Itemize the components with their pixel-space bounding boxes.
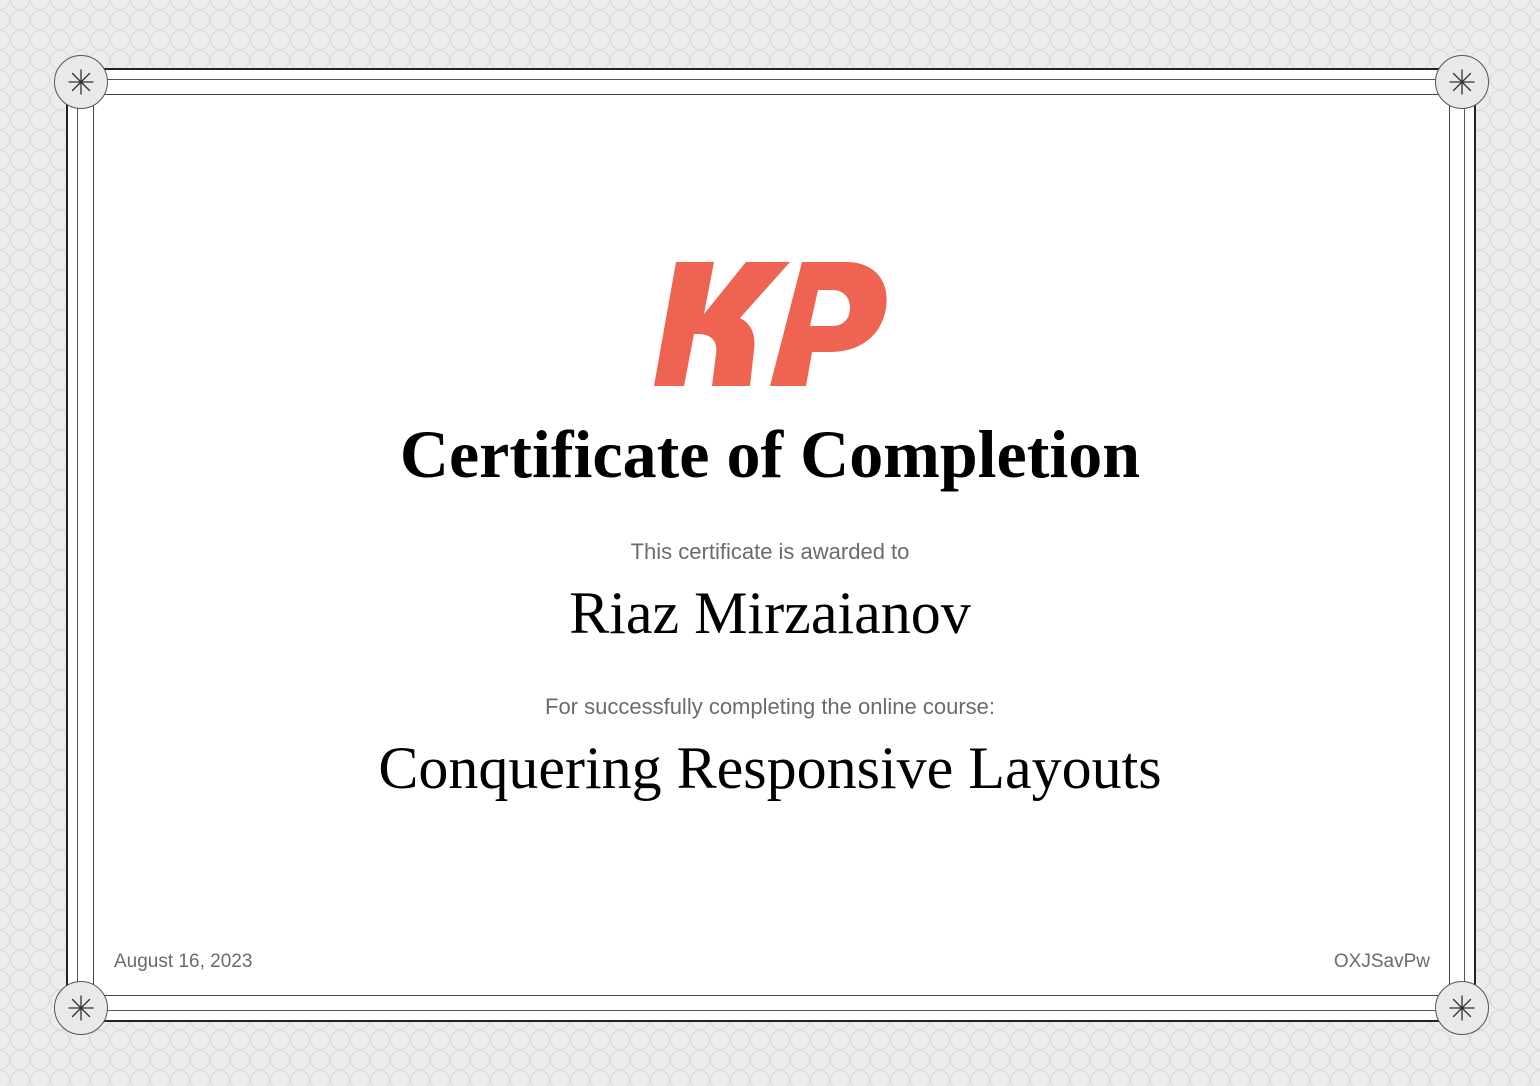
asterisk-icon: [66, 993, 96, 1023]
corner-ornament-bottom-left: [54, 981, 108, 1035]
corner-ornament-bottom-right: [1435, 981, 1489, 1035]
course-name: Conquering Responsive Layouts: [378, 735, 1162, 801]
corner-ornament-top-right: [1435, 55, 1489, 109]
issue-date: August 16, 2023: [114, 951, 253, 972]
asterisk-icon: [1447, 993, 1477, 1023]
awarded-label: This certificate is awarded to: [630, 539, 910, 564]
asterisk-icon: [1447, 67, 1477, 97]
corner-ornament-top-left: [54, 55, 108, 109]
recipient-name: Riaz Mirzaianov: [569, 580, 971, 646]
certificate-id: OXJSavPw: [1333, 951, 1430, 972]
certificate-title: Certificate of Completion: [399, 416, 1141, 492]
kp-logo: [654, 262, 888, 386]
asterisk-icon: [66, 67, 96, 97]
course-label: For successfully completing the online course:: [545, 694, 995, 719]
